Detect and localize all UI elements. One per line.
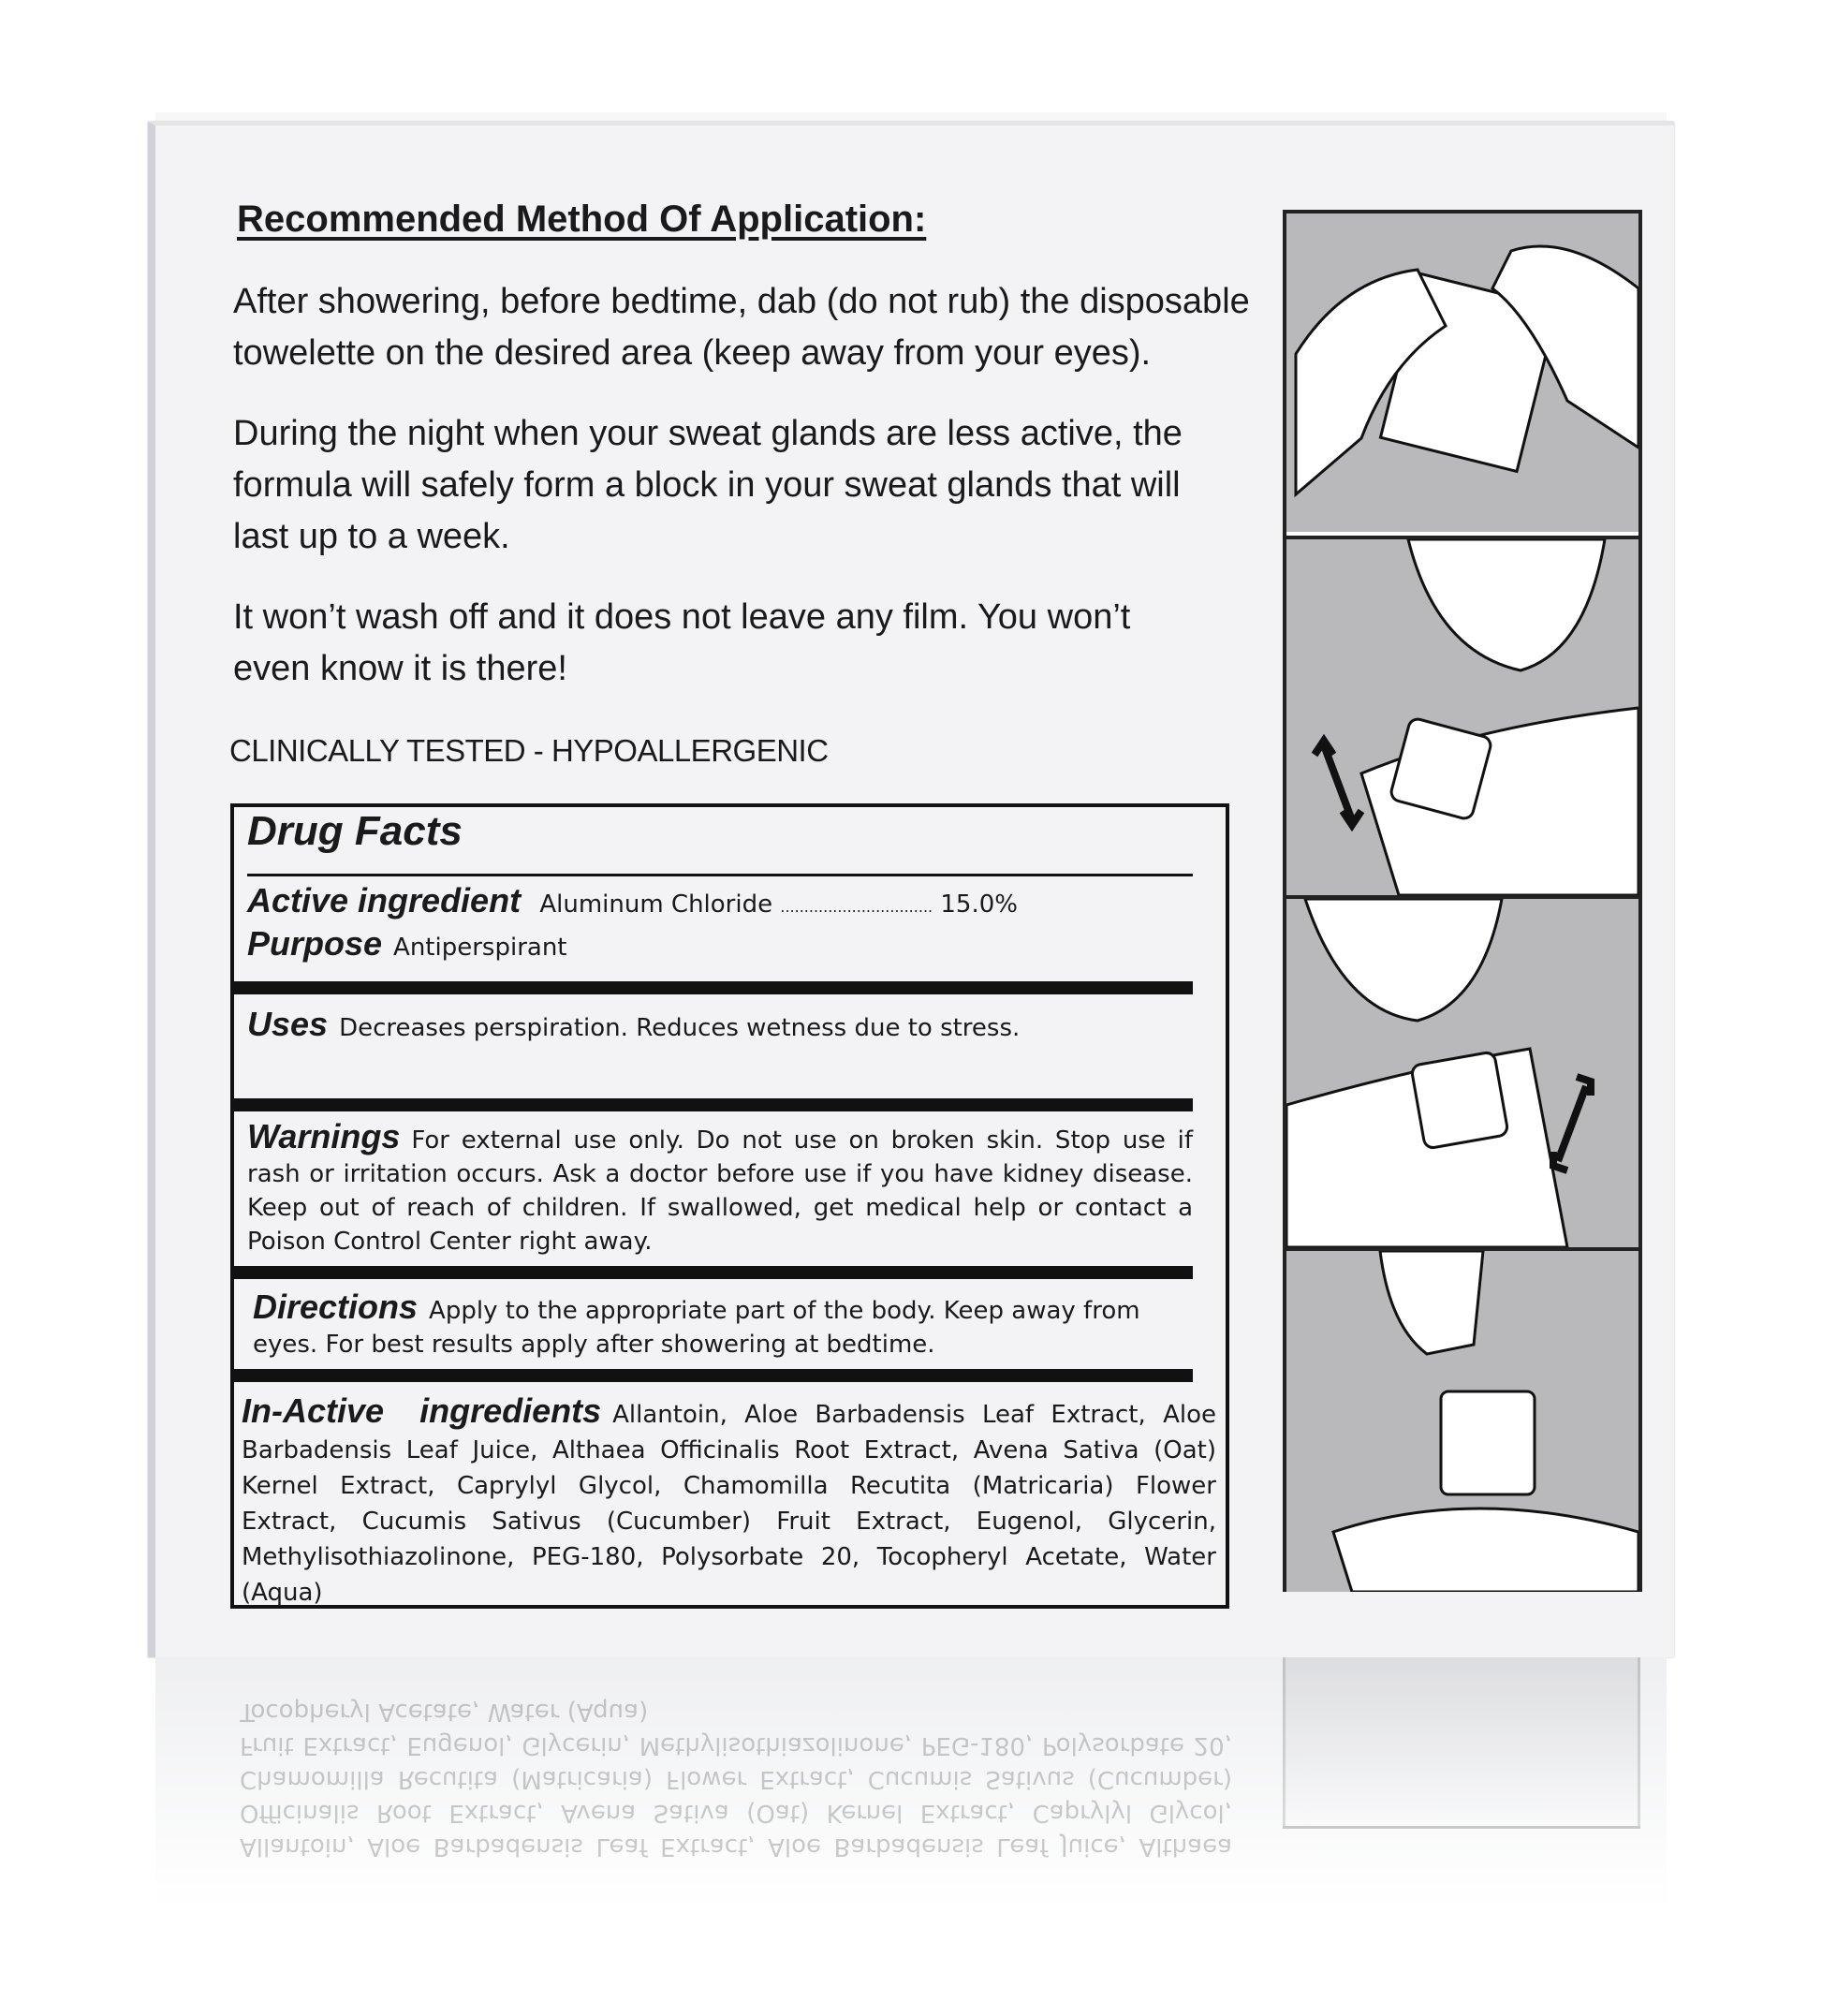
application-paragraph: After showering, before bedtime, dab (do not rub) the disposable towelette on the desired area (keep away from your eyes). — [233, 282, 1250, 373]
warnings-text: For external use only. Do not use on broken skin. Stop use if rash or irritation occurs. Ask a doctor before use if you have kidney disease. Keep out of reach of children. If swallowed, get medical help or contact a Poison Control Center right away. — [247, 1126, 1193, 1256]
leader-dots: ................................ — [780, 898, 933, 916]
application-paragraph: It won’t wash off and it does not leave any film. You won’t even know it is there! — [233, 597, 1131, 688]
warnings-section — [247, 1117, 1193, 1258]
illustration-dab-left-underarm — [1286, 536, 1638, 895]
uses-section — [247, 1005, 1193, 1045]
drug-facts-panel — [230, 803, 1229, 1609]
active-ingredient-row — [247, 881, 1193, 924]
directions-text: Apply to the appropriate part of the body. Keep away from eyes. For best results apply after showering at bedtime. — [253, 1297, 1140, 1359]
purpose-text: Antiperspirant — [393, 934, 567, 962]
inactive-ingredients-label: In-Active ingredients — [242, 1391, 602, 1430]
divider — [234, 1369, 1193, 1382]
application-heading: Recommended Method Of Application: — [237, 199, 927, 240]
illustration-dispose-towelette — [1286, 1247, 1638, 1592]
clinically-tested-tagline: CLINICALLY TESTED - HYPOALLERGENIC — [229, 733, 829, 768]
application-illustration — [1283, 210, 1642, 1592]
active-ingredient-label: Active ingredient — [247, 881, 522, 920]
warnings-label: Warnings — [247, 1117, 401, 1155]
directions-label: Directions — [253, 1288, 419, 1326]
inactive-ingredients-text: Allantoin, Aloe Barbadensis Leaf Extract, Aloe Barbadensis Leaf Juice, Althaea Officinalis Root Extract, Avena Sativa (Oat) Kernel Extract, Caprylyl Glycol, Chamomilla Recutita (Matricaria) Flower Extract, Cucumis Sativus (Cucumber) Fruit Extract, Eugenol, Glycerin, Methylisothiazolinone, PEG-180, Polysorbate 20, Tocopheryl Acetate, Water (Aqua) — [242, 1401, 1217, 1607]
active-ingredient-name: Aluminum Chloride — [539, 890, 773, 919]
reflected-ingredients-text: Allantoin, Aloe Barbadensis Leaf Extract, Aloe Barbadensis Leaf Juice, Althaea Officinalis Root Extract, Avena Sativa (Oat) Kernel Extract, Caprylyl Glycol, Chamomilla Recutita (Matricaria) Flower Extract, Cucumis Sativus (Cucumber) Fruit Extract, Eugenol, Glycerin, Methylisothiazolinone, PEG-180, Polysorbate 20, Tocopheryl Acetate, Water (Aqua) — [240, 1698, 1232, 1861]
inactive-ingredients-section — [242, 1393, 1216, 1611]
illustration-open-towelette — [1286, 213, 1638, 532]
divider — [247, 874, 1193, 876]
purpose-label: Purpose — [247, 924, 383, 963]
box-reflection — [155, 1657, 1667, 2016]
drug-facts-title: Drug Facts — [247, 808, 463, 854]
purpose-row — [247, 924, 1193, 964]
application-paragraph: During the night when your sweat glands are less active, the formula will safely form a block in your sweat glands that will last up to a week. — [233, 414, 1183, 556]
reflected-illustration — [1283, 1657, 1640, 1829]
divider — [234, 981, 1193, 994]
divider — [234, 1266, 1193, 1279]
illustration-dab-right-underarm — [1286, 895, 1638, 1247]
active-ingredient-amount: 15.0% — [940, 890, 1018, 919]
uses-label: Uses — [247, 1005, 329, 1043]
uses-text: Decreases perspiration. Reduces wetness due to stress. — [339, 1014, 1021, 1042]
directions-section — [253, 1290, 1193, 1361]
divider — [234, 1098, 1193, 1111]
